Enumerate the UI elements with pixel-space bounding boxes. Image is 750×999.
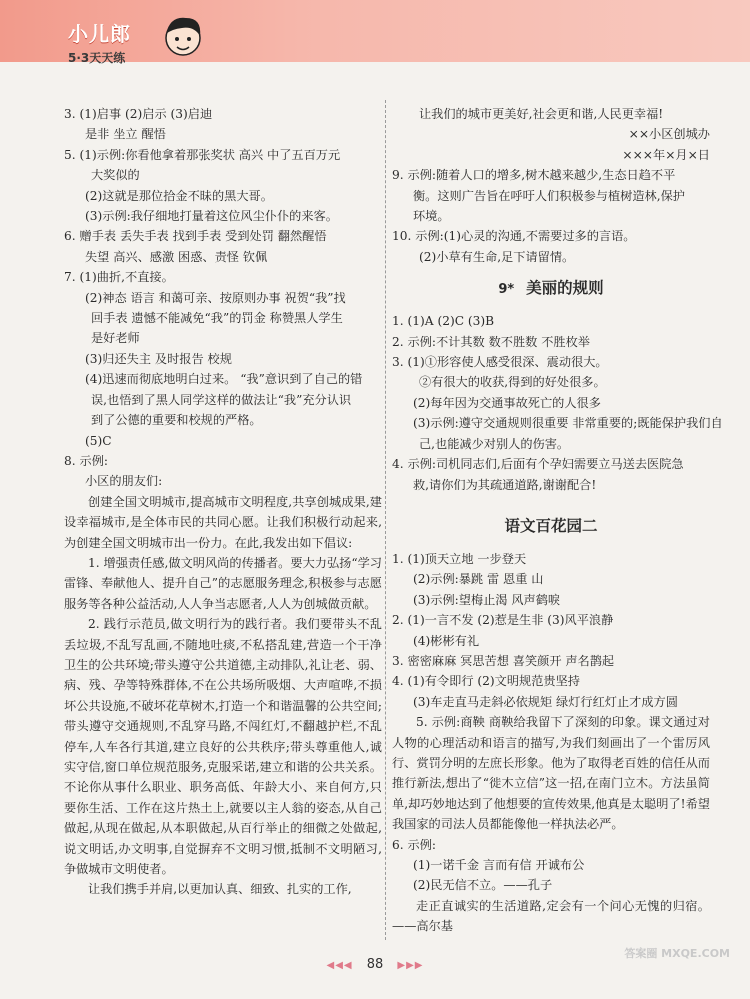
section-title-text: 美丽的规则 bbox=[526, 279, 604, 298]
answer-paragraph: 走正直诚实的生活道路,定会有一个问心无愧的归宿。——高尔基 bbox=[392, 898, 710, 934]
answer-line: 5. (1)示例:你看他拿着那张奖状 高兴 中了五百万元 bbox=[64, 147, 341, 162]
answer-line: 6. 示例: bbox=[392, 837, 436, 852]
answer-line: 1. (1)A (2)C (3)B bbox=[392, 314, 495, 329]
answer-line: 救,请你们为其疏通道路,谢谢配合! bbox=[413, 477, 597, 492]
prev-arrows-icon: ◀◀◀ bbox=[326, 960, 353, 971]
answer-line: 7. (1)曲折,不直接。 bbox=[64, 270, 174, 285]
answer-line: 己,也能减少对别人的伤害。 bbox=[419, 436, 570, 451]
section-number: 9* bbox=[498, 282, 515, 298]
answer-line: 6. 赠手表 丢失手表 找到手表 受到处罚 翻然醒悟 bbox=[64, 229, 327, 244]
answer-paragraph: 2. 践行示范员,做文明行为的践行者。我们要带头不乱丢垃圾,不乱写乱画,不随地吐痰,不私搭乱建,营造一个干净卫生的公共环境;带头遵守公共道德,主动排队,礼让老、弱、病、残、孕等特殊群体,不在公共场所吸烟、大声喧哗,不损坏公共设施,不破坏花草树木,打造一个和谐温馨的公共空间;带头遵守交通规则,不乱穿马路,不闯红灯,不翻越护栏,不乱停车,人车各行其道,建立良好的公共秩序;带头尊重他人,诚实守信,窗口单位规范服务,克服采诺,建立和谐的公共关系。不论你从事什么职业、职务高低、年龄大小、来自何方,只要你生活、工作在这片热土上,就要以主人翁的姿态,从自己做起,从现在做起,从本职做起,从百行举止的细微之处做起,说文明话,办文明事,自觉摒弃不文明习惯,抵制不文明陋习,争做城市文明使者。 bbox=[64, 617, 382, 877]
answer-line: 1. (1)顶天立地 一步登天 bbox=[392, 551, 527, 566]
answer-line: ×××年×月×日 bbox=[622, 147, 710, 162]
answer-line: (3)示例:遵守交通规则很重要 非常重要的;既能保护我们自 bbox=[413, 416, 723, 431]
answer-line: (2)小草有生命,足下请留情。 bbox=[419, 249, 575, 264]
answer-line: 回手表 遗憾不能减免“我”的罚金 称赞黑人学生 bbox=[91, 311, 343, 326]
answer-paragraph: 创建全国文明城市,提高城市文明程度,共享创城成果,建设幸福城市,是全体市民的共同心愿。让我们积极行动起来,为创建全国文明城市出一份力。在此,我发出如下倡议: bbox=[64, 494, 382, 550]
answer-line: 到了公德的重要和校规的严格。 bbox=[91, 413, 262, 428]
column-divider bbox=[385, 100, 387, 940]
answer-line: 衡。这则广告旨在呼吁人们积极参与植树造林,保护 bbox=[413, 188, 685, 203]
answer-line: 8. 示例: bbox=[64, 453, 108, 468]
section-title-9 bbox=[392, 275, 710, 301]
page-number: 88 bbox=[366, 957, 384, 972]
answer-line: 4. 示例:司机同志们,后面有个孕妇需要立马送去医院急 bbox=[392, 457, 684, 472]
answer-line: (3)归还失主 及时报告 校规 bbox=[85, 351, 232, 366]
answer-line: (2)每年因为交通事故死亡的人很多 bbox=[413, 395, 601, 410]
answer-line: 小区的朋友们: bbox=[85, 474, 163, 489]
answer-line: 3. 密密麻麻 冥思苦想 喜笑颜开 声名鹊起 bbox=[392, 653, 615, 668]
answer-line: 让我们的城市更美好,社会更和谐,人民更幸福! bbox=[419, 107, 664, 121]
answer-line: 环境。 bbox=[413, 209, 450, 224]
answer-line: (2)示例:暴跳 雷 恩重 山 bbox=[413, 572, 544, 587]
answer-line: (3)示例:我仔细地打量着这位风尘仆仆的来客。 bbox=[85, 209, 338, 224]
section-title-garden: 语文百花园二 bbox=[504, 516, 598, 535]
answer-line: 误,也悟到了黑人同学这样的做法让“我”充分认识 bbox=[91, 392, 352, 407]
logo-sub-text: 5·3天天练 bbox=[68, 51, 126, 65]
answer-paragraph: 5. 示例:商鞅 商鞅给我留下了深刻的印象。课文通过对人物的心理活动和语言的描写,为我们刻画出了一个雷厉风行、赏罚分明的左庶长形象。他为了取得老百姓的信任从而推行新法,想出了“徙木立信”这一招,在南门立木。方法虽简单,却巧妙地达到了他想要的宣传效果,他真是太聪明了!希望我国家的司法人员都能像他一样执法必严。 bbox=[392, 715, 710, 832]
answer-line: ××小区创城办 bbox=[628, 127, 710, 142]
right-column bbox=[392, 104, 723, 937]
answer-line: (4)彬彬有礼 bbox=[413, 633, 480, 648]
answer-paragraph: 1. 增强责任感,做文明风尚的传播者。要大力弘扬“学习雷锋、奉献他人、提升自己”的志愿服务理念,积极参与志愿服务等各种公益活动,人人争当志愿者,人人为创城做贡献。 bbox=[64, 555, 382, 611]
answer-line: 失望 高兴、感激 困惑、责怪 钦佩 bbox=[85, 249, 268, 264]
answer-line: 10. 示例:(1)心灵的沟通,不需要过多的言语。 bbox=[392, 229, 636, 244]
answer-line: (4)迅速而彻底地明白过来。 “我”意识到了自己的错 bbox=[85, 372, 363, 387]
answer-line: (3)车走直马走斜必依规矩 绿灯行红灯止才成方圆 bbox=[413, 694, 678, 709]
answer-line: 4. (1)有令即行 (2)文明规范贵坚持 bbox=[392, 674, 580, 689]
logo-main-text: 小儿郎 bbox=[68, 22, 131, 46]
answer-paragraph: 让我们携手并肩,以更加认真、细致、扎实的工作, bbox=[88, 882, 352, 897]
answer-line: 9. 示例:随着人口的增多,树木越来越少,生态日趋不平 bbox=[392, 168, 676, 183]
next-arrows-icon: ▶▶▶ bbox=[397, 960, 424, 971]
answer-line: ②有很大的收获,得到的好处很多。 bbox=[419, 375, 606, 390]
answer-line: (2)神态 语言 和蔼可亲、按原则办事 祝贺“我”找 bbox=[85, 290, 346, 305]
answer-line: (3)示例:望梅止渴 风声鹤唳 bbox=[413, 592, 561, 607]
answer-line: 2. 示例:不计其数 数不胜数 不胜枚举 bbox=[392, 334, 590, 349]
answer-line: (5)C bbox=[85, 433, 112, 448]
answer-line: (1)一诺千金 言而有信 开诚布公 bbox=[413, 858, 585, 872]
answer-line: 3. (1)启事 (2)启示 (3)启迪 bbox=[64, 107, 213, 121]
answer-line: (2)民无信不立。——孔子 bbox=[413, 878, 553, 893]
answer-line: 大奖似的 bbox=[91, 168, 140, 183]
answer-line: 2. (1)一言不发 (2)惹是生非 (3)风平浪静 bbox=[392, 613, 614, 628]
mascot-boy-icon bbox=[160, 12, 206, 62]
brand-logo bbox=[68, 18, 131, 66]
answer-line: 3. (1)①形容使人感受很深、震动很大。 bbox=[392, 355, 608, 370]
answer-line: 是非 坐立 醒悟 bbox=[85, 127, 166, 142]
answer-line: 是好老师 bbox=[91, 331, 140, 346]
left-column bbox=[64, 104, 382, 900]
answer-line: (2)这就是那位拾金不昧的黑大哥。 bbox=[85, 188, 273, 203]
site-watermark: 答案圈 MXQE.COM bbox=[624, 947, 730, 960]
